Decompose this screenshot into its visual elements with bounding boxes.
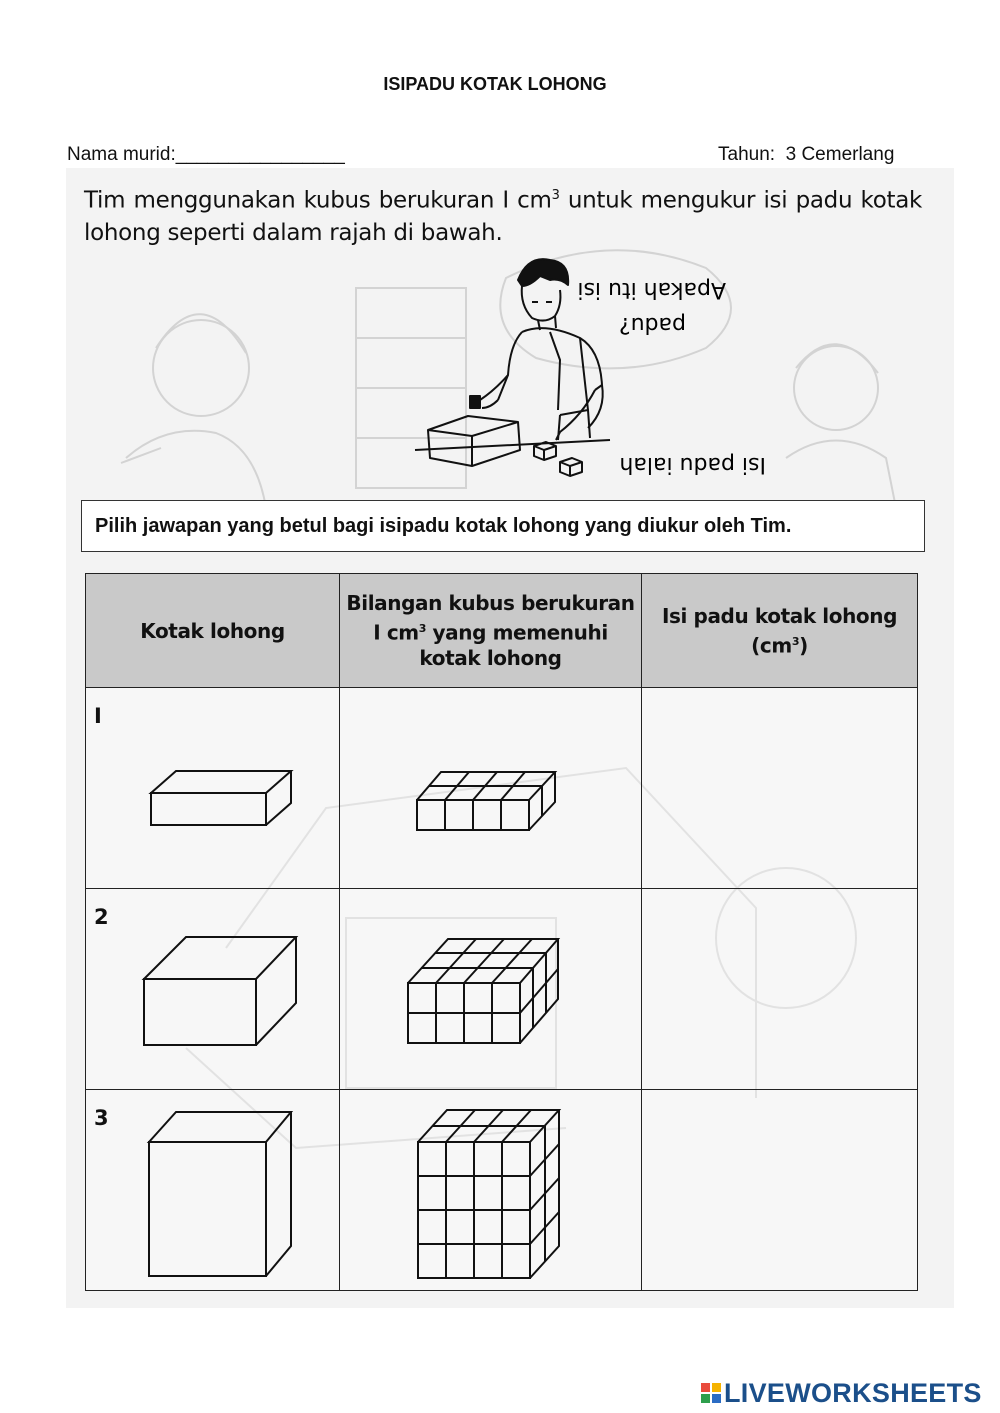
instruction-box: Pilih jawapan yang betul bagi isipadu kotak lohong yang diukur oleh Tim. (81, 500, 925, 552)
name-label: Nama murid: (67, 144, 176, 165)
box-cell (86, 1090, 340, 1291)
header-volume: Isi padu kotak lohong $(cm^3)$ (642, 574, 918, 688)
name-blank: ________________ (175, 144, 345, 165)
cube-stack-drawing (405, 935, 565, 1049)
cube-stack-drawing (415, 768, 565, 838)
row-number: 3 (94, 1106, 109, 1130)
box-drawing (146, 763, 296, 833)
intro-paragraph: Tim menggunakan kubus berukuran I $cm^3$ untuk mengukur isi padu kotak lohong seperti dalam rajah di bawah. (84, 187, 923, 246)
table-header-row (86, 574, 918, 688)
student-name-field (67, 144, 345, 166)
liveworksheets-logo (700, 1376, 982, 1410)
tim-illustration (410, 250, 630, 480)
answer-cell[interactable] (642, 1090, 918, 1291)
year-label: Tahun: (718, 144, 776, 165)
logo-icon (700, 1381, 724, 1405)
page-title: ISIPADU KOTAK LOHONG (383, 74, 607, 94)
header-hollow-box: Kotak lohong (86, 574, 340, 688)
table-row (86, 688, 918, 889)
table-row (86, 1090, 918, 1291)
answer-cell[interactable] (642, 889, 918, 1090)
year-value: 3 Cemerlang (785, 144, 895, 165)
answer-cell[interactable] (642, 688, 918, 889)
header-cube-count: Bilangan kubus berukuran I $cm^3$ yang memenuhi kotak lohong (340, 574, 642, 688)
volume-table (85, 573, 918, 1291)
cube-stack-drawing (415, 1106, 565, 1282)
cubes-cell (340, 688, 642, 889)
box-drawing (146, 1108, 296, 1280)
row-number: 2 (94, 905, 109, 929)
year-field (718, 144, 894, 166)
ghost-bubble-line1: Apakah itu isi (577, 277, 726, 302)
box-cell (86, 688, 340, 889)
row-number: I (94, 704, 102, 728)
logo-text: LIVEWORKSHEETS (724, 1377, 982, 1408)
ghost-text: Isi padu ialah (619, 452, 766, 477)
table-row (86, 889, 918, 1090)
cubes-cell (340, 1090, 642, 1291)
box-cell (86, 889, 340, 1090)
cubes-cell (340, 889, 642, 1090)
ghost-bubble-line2: padu? (618, 312, 686, 337)
box-drawing (141, 931, 301, 1049)
